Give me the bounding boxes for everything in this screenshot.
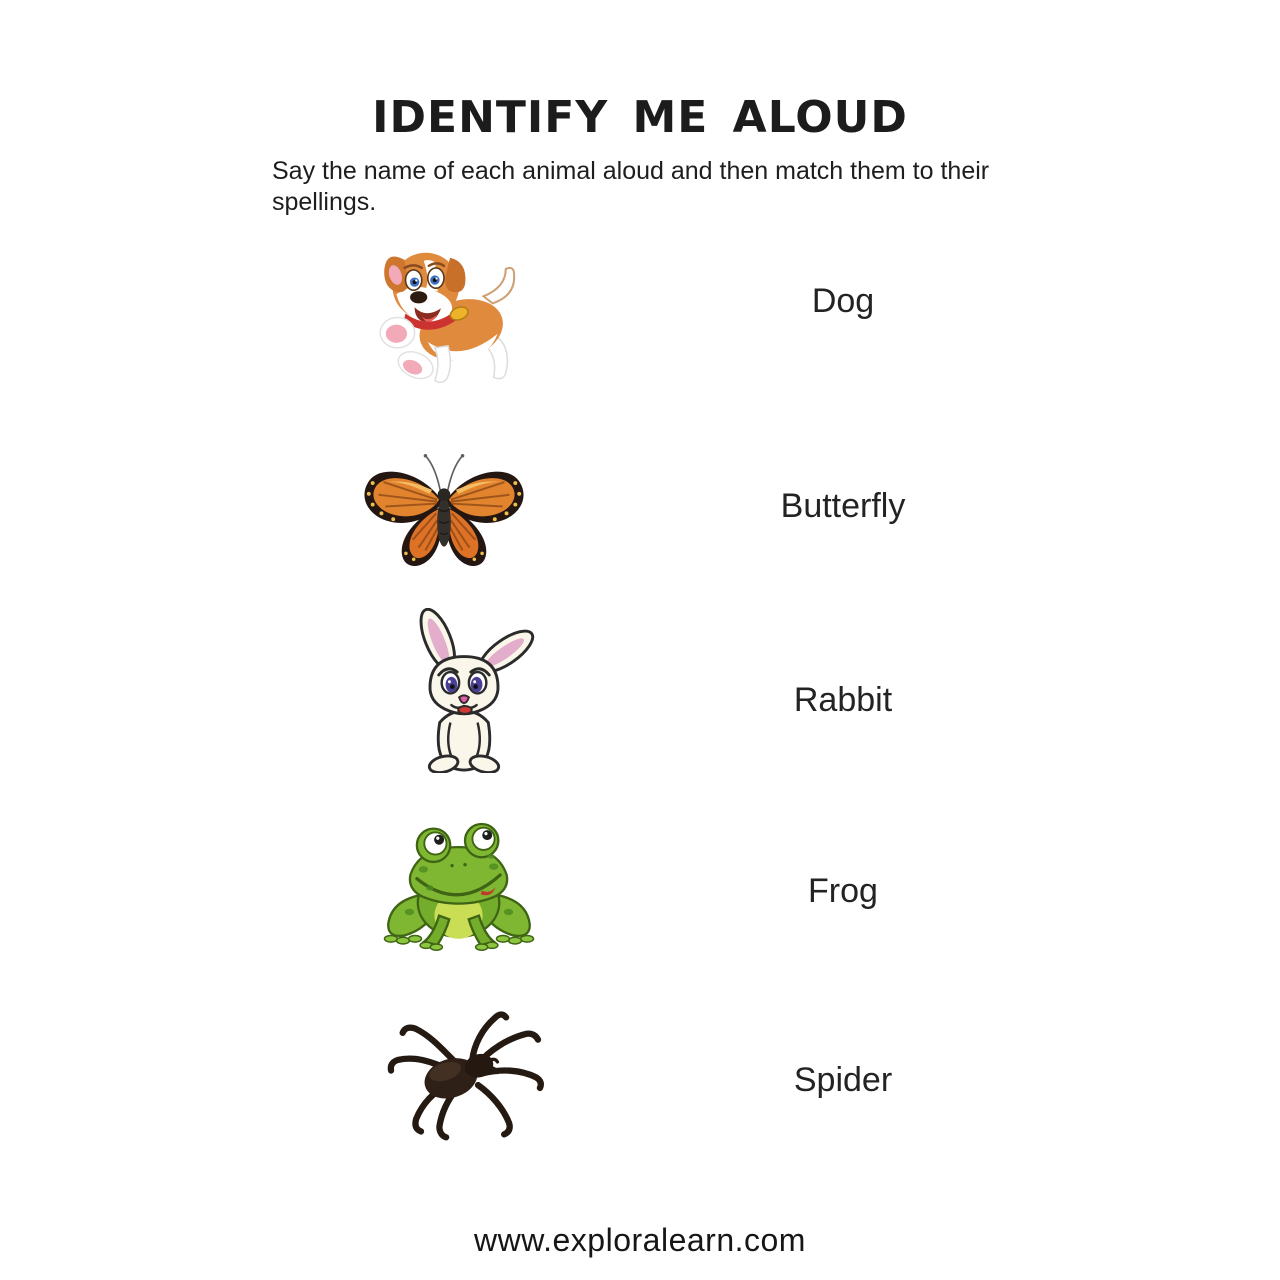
- spider-image: [375, 1000, 555, 1145]
- label-spider: Spider: [793, 1061, 893, 1099]
- instructions-line-1: Say the name of each animal aloud and then match them to their: [272, 157, 990, 185]
- rabbit-image: [390, 608, 538, 773]
- label-dog: Dog: [811, 282, 875, 320]
- rabbit-illustration: [390, 608, 538, 773]
- instructions-text: [272, 156, 1032, 218]
- spider-illustration: [375, 1000, 555, 1145]
- label-frog: Frog: [808, 872, 878, 910]
- page-title: IDENTIFY ME ALOUD: [372, 92, 908, 143]
- butterfly-illustration: [360, 443, 528, 570]
- label-rabbit: Rabbit: [793, 681, 893, 719]
- label-butterfly: Butterfly: [780, 487, 906, 525]
- frog-illustration: [378, 806, 540, 954]
- website-url: www.exploralearn.com: [474, 1222, 806, 1258]
- frog-image: [378, 806, 540, 954]
- dog-image: [363, 237, 525, 392]
- butterfly-image: [360, 443, 528, 570]
- instructions-line-2: spellings.: [272, 188, 377, 216]
- dog-illustration: [363, 237, 525, 392]
